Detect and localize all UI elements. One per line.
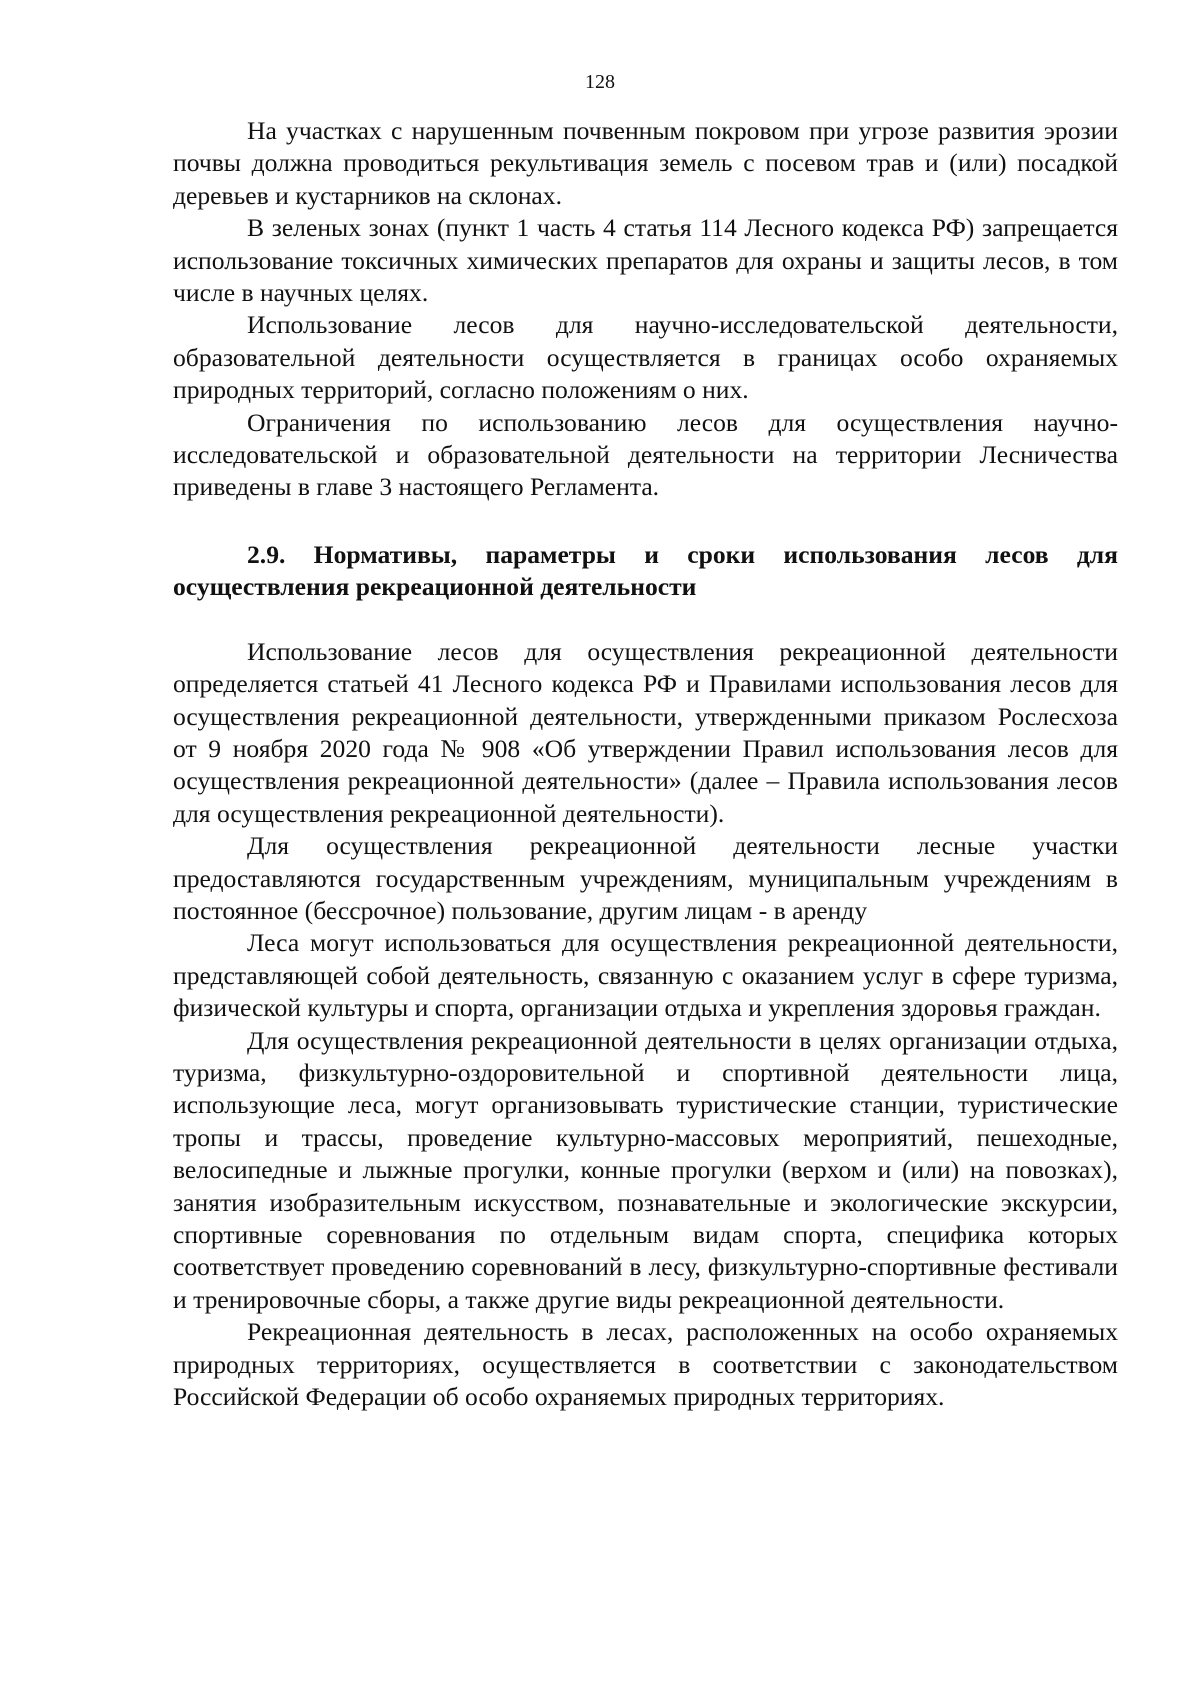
paragraph-green-zones: В зеленых зонах (пункт 1 часть 4 статья 114 Лесного кодекса РФ) запрещается использование токсичных химических препаратов для охраны и защиты лесов, в том числе в научных целях. bbox=[173, 213, 1118, 308]
document-body bbox=[173, 115, 1118, 1413]
paragraph-recreation-services: Леса могут использоваться для осуществления рекреационной деятельности, представляющей собой деятельность, связанную с оказанием услуг в сфере туризма, физической культуры и спорта, организации отдыха и укрепления здоровья граждан. bbox=[173, 928, 1118, 1023]
paragraph-recreation-rules: Использование лесов для осуществления рекреационной деятельности определяется статьей 41 Лесного кодекса РФ и Правилами использования лесов для осуществления рекреационной деятельности, утвержденными приказом Рослесхоза от 9 ноября 2020 года № 908 «Об утверждении Правил использования лесов для осуществления рекреационной деятельности» (далее – Правила использования лесов для осуществления рекреационной деятельности). bbox=[173, 636, 1118, 828]
paragraph-protected-areas: Рекреационная деятельность в лесах, расположенных на особо охраняемых природных территориях, осуществляется в соответствии с законодательством Российской Федерации об особо охраняемых природных территориях. bbox=[173, 1317, 1118, 1412]
page-number: 128 bbox=[585, 71, 615, 93]
paragraph-research-use: Использование лесов для научно-исследовательской деятельности, образовательной деятельности осуществляется в границах особо охраняемых природных территорий, согласно положениям о них. bbox=[173, 310, 1118, 405]
paragraph-recultivation: На участках с нарушенным почвенным покровом при угрозе развития эрозии почвы должна проводиться рекультивация земель с посевом трав и (или) посадкой деревьев и кустарников на склонах. bbox=[173, 116, 1118, 210]
paragraph-recreation-provision: Для осуществления рекреационной деятельности лесные участки предоставляются государственным учреждениям, муниципальным учреждениям в постоянное (бессрочное) пользование, другим лицам - в аренду bbox=[173, 831, 1118, 925]
paragraph-research-restrictions: Ограничения по использованию лесов для осуществления научно-исследовательской и образовательной деятельности на территории Лесничества приведены в главе 3 настоящего Регламента. bbox=[173, 407, 1118, 502]
section-heading: 2.9. Нормативы, параметры и сроки использования лесов для осуществления рекреационной деятельности bbox=[173, 539, 1118, 602]
paragraph-recreation-activities: Для осуществления рекреационной деятельности в целях организации отдыха, туризма, физкультурно-оздоровительной и спортивной деятельности лица, использующие леса, могут организовывать туристические станции, туристические тропы и трассы, проведение культурно-массовых мероприятий, пешеходные, велосипедные и лыжные прогулки, конные прогулки (верхом и (или) на повозках), занятия изобразительным искусством, познавательные и экологические экскурсии, спортивные соревнования по отдельным видам спорта, специфика которых соответствует проведению соревнований в лесу, физкультурно-спортивные фестивали и тренировочные сборы, а также другие виды рекреационной деятельности. bbox=[173, 1025, 1118, 1314]
